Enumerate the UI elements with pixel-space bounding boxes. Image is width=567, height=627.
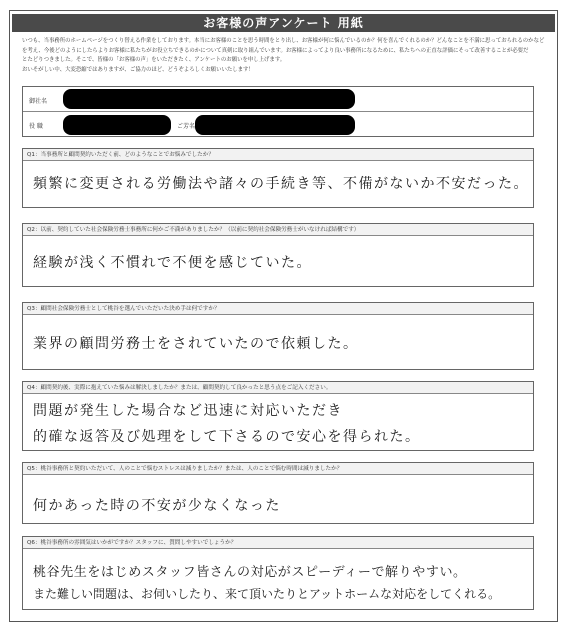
answer-line: 頻繁に変更される労働法や諸々の手続き等、不備がないか不安だった。	[33, 176, 529, 192]
question-text: Q5：桃谷事務所と契約いただいて、人のことで悩むストレスは減りましたか？または、人のことで悩む時間は減りましたか？	[23, 463, 533, 475]
company-label: 御社名	[29, 98, 48, 105]
question-box-3	[22, 302, 534, 370]
intro-line: を考え、今後どのようにしたらよりお客様に私たちがお役立ちできるのかについて真剣に取り組んでいます。お客様によってより良い事務所になるために、私たちへの正直な評価にそって改善することが必要だ	[22, 47, 529, 54]
intro-line: とたどりつきました。そこで、皆様の「お客様の声」をいただきたく、アンケートのお願いを申し上げます。	[22, 57, 286, 64]
name-label: ご芳名	[177, 123, 196, 130]
answer-line: 業界の顧問労務士をされていたので依頼した。	[33, 336, 359, 352]
customer-info-table	[22, 86, 534, 137]
answer-line: 問題が発生した場合など迅速に対応いただき	[33, 403, 343, 419]
question-box-1	[22, 148, 534, 208]
question-text: Q4：顧問契約後、実際に抱えていた悩みは解決しましたか？または、顧問契約して良かったと思う点をご記入ください。	[23, 382, 533, 394]
answer-line: 何かあった時の不安が少なくなった	[33, 498, 281, 514]
redacted-name	[195, 115, 355, 135]
intro-line: おいそがしい中、大変恐縮ではありますが、ご協力のほど、どうぞよろしくお願いいたします！	[22, 66, 254, 73]
question-box-6	[22, 536, 534, 610]
answer-line: 桃谷先生をはじめスタッフ皆さんの対応がスピーディーで解りやすい。	[33, 565, 467, 580]
page-title: お客様の声アンケート 用紙	[12, 14, 555, 32]
answer-line: 的確な返答及び処理をして下さるので安心を得られた。	[33, 429, 421, 445]
title-name-row	[23, 112, 533, 137]
question-text: Q2：以前、契約していた社会保険労務士事務所に何かご不満がありましたか？（以前に契約社会保険労務士がいなければ結構です）	[23, 224, 533, 236]
question-text: Q1：当事務所と顧問契約いただく前、どのようなことでお悩みでしたか？	[23, 149, 533, 161]
redacted-company	[63, 89, 355, 109]
intro-line: いつも、当事務所のホームページをつくり替える作業をしております。本当にお客様のことを思う時間をとり出し、お客様が何に悩んでいるのか？何を喜んでくれるのか？どんなことを不満に思っておられるのかなど	[22, 38, 545, 44]
intro-text	[22, 37, 547, 75]
question-text: Q3：顧問社会保険労務士として桃谷を選んでいただいた決め手は何ですか？	[23, 303, 533, 315]
company-row	[23, 87, 533, 112]
answer-line: また難しい問題は、お伺いしたり、来て頂いたりとアットホームな対応をしてくれる。	[33, 587, 501, 601]
answer-line: 経験が浅く不慣れで不便を感じていた。	[33, 255, 312, 271]
question-box-2	[22, 223, 534, 287]
title-label: 役 職	[29, 123, 43, 130]
question-box-4	[22, 381, 534, 451]
question-text: Q6：桃谷事務所の雰囲気はいかがですか？スタッフに、質問しやすいでしょうか？	[23, 537, 533, 549]
question-box-5	[22, 462, 534, 524]
redacted-title	[63, 115, 171, 135]
